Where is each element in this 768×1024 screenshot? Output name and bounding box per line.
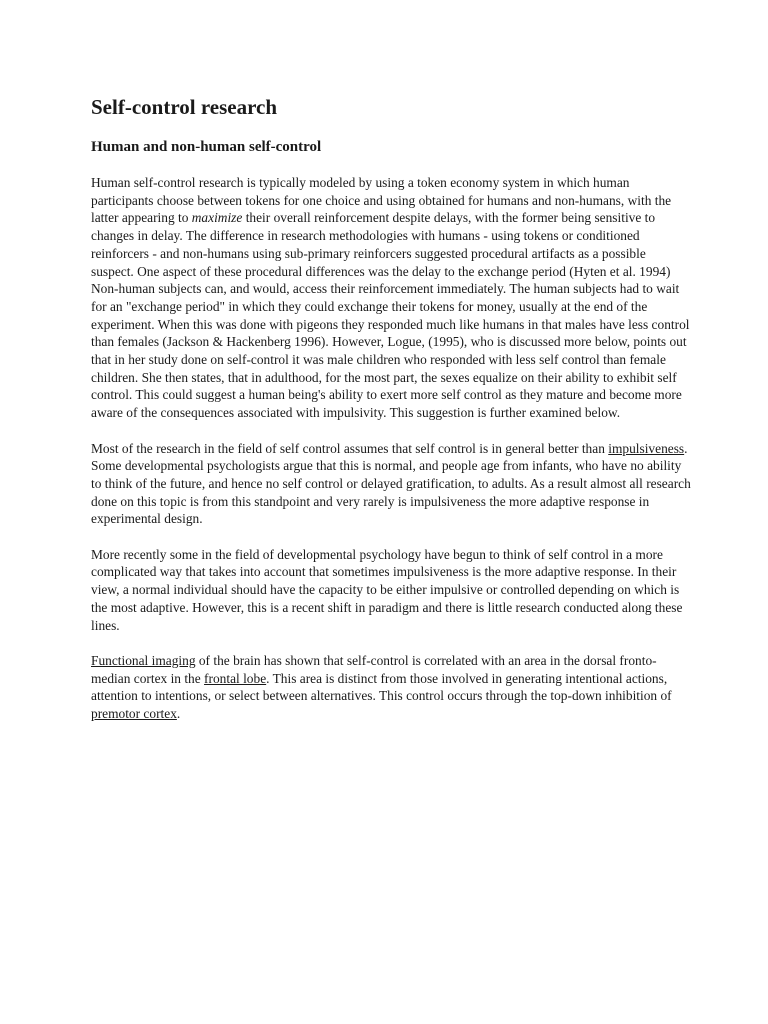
paragraph-4-text-c: . xyxy=(176,706,181,722)
paragraph-4 xyxy=(91,652,691,723)
section-heading: Human and non-human self-control xyxy=(91,139,322,155)
paragraph-4-text-b: . This area is distinct from those involved in generating intentional actions, attention to intentions, or select between alternatives. This control occurs through the top-down inhibition of xyxy=(91,670,672,704)
paragraph-2-text-a: Most of the research in the field of self control assumes that self control is in general better than xyxy=(91,440,609,456)
link-frontal-lobe[interactable]: frontal lobe xyxy=(204,670,267,686)
page-title: Self-control research xyxy=(91,95,278,119)
paragraph-1-text-a: Human self-control research is typically modeled by using a token economy system in which human participants choose between tokens for one choice and using obtained for humans and non-humans, with the latter appearing to xyxy=(91,175,672,226)
paragraph-2 xyxy=(91,440,691,529)
emphasis-maximize: maximize xyxy=(191,210,243,226)
link-premotor-cortex[interactable]: premotor cortex xyxy=(91,706,177,722)
paragraph-1-text-b: their overall reinforcement despite delays, with the former being sensitive to changes in delay. The difference in research methodologies with humans - using tokens or conditioned reinforcers - and non-humans using sub-primary reinforcers suggested procedural artifacts as a possible suspect. One aspect of these procedural differences was the delay to the exchange period (Hyten et al. 1994) Non-human subjects can, and would, access their reinforcement immediately. The human subjects had to wait for an "exchange period" in which they could exchange their tokens for money, usually at the end of the experiment. When this was done with pigeons they responded much like humans in that males have less control than females (Jackson & Hackenberg 1996). However, Logue, (1995), who is discussed more below, points out that in her study done on self-control it was male children who responded with less self control than female children. She then states, that in adulthood, for the most part, the sexes equalize on their ability to exhibit self control. This could suggest a human being's ability to exert more self control as they mature and become more aware of the consequences associated with impulsivity. This suggestion is further examined below. xyxy=(91,210,690,421)
article-content xyxy=(91,94,691,740)
link-impulsiveness[interactable]: impulsiveness xyxy=(608,440,685,456)
paragraph-3: More recently some in the field of developmental psychology have begun to think of self control in a more complicated way that takes into account that sometimes impulsiveness is the more adaptive response. In their view, a normal individual should have the capacity to be either impulsive or controlled depending on which is the most adaptive. However, this is a recent shift in paradigm and there is little research conducted along these lines. xyxy=(91,546,683,633)
link-functional-imaging[interactable]: Functional imaging xyxy=(91,652,196,668)
paragraph-1 xyxy=(91,174,691,422)
paragraph-4-text-a: of the brain has shown that self-control is correlated with an area in the dorsal fronto-median cortex in the xyxy=(91,652,657,686)
paragraph-2-text-b: . Some developmental psychologists argue that this is normal, and people age from infants, who have no ability to think of the future, and hence no self control or delayed gratification, to adults. As a result almost all research done on this topic is from this standpoint and very rarely is impulsiveness the more adaptive response in experimental design. xyxy=(91,440,691,527)
